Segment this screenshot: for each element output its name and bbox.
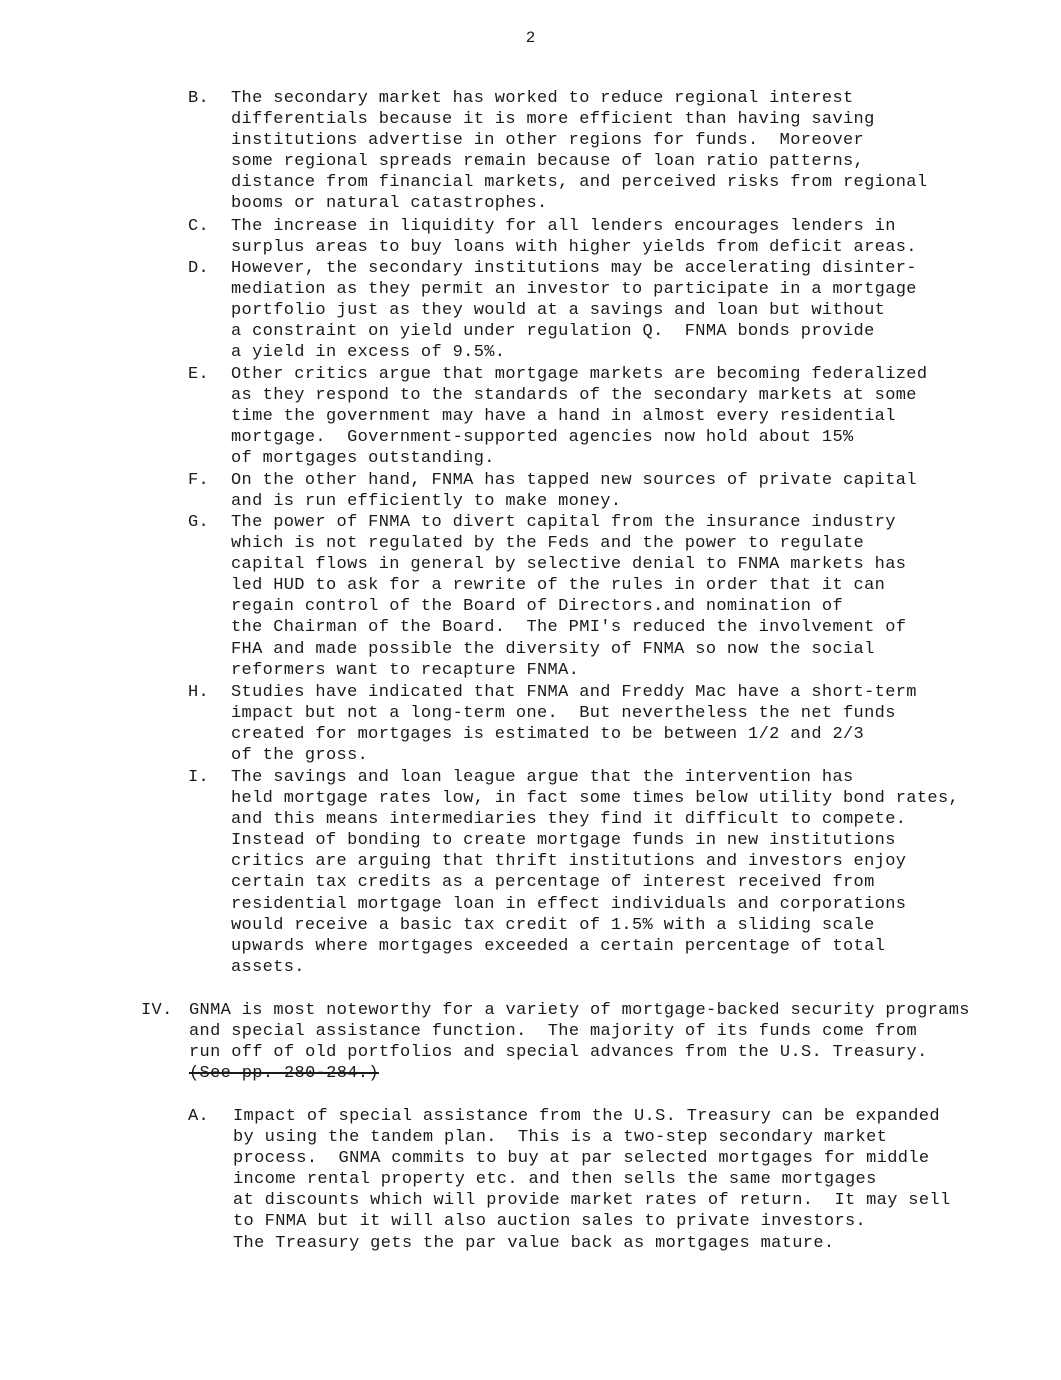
text-line: surplus areas to buy loans with higher yields from deficit areas. bbox=[231, 238, 917, 258]
struck-reference: (See pp. 280-284.) bbox=[189, 1064, 379, 1084]
outline-item-d bbox=[188, 258, 917, 363]
text-line: assets. bbox=[231, 957, 305, 977]
text-line: would receive a basic tax credit of 1.5% with a sliding scale bbox=[231, 915, 875, 935]
text-line: The Treasury gets the par value back as mortgages mature. bbox=[233, 1233, 835, 1253]
text-line: distance from financial markets, and perceived risks from regional bbox=[231, 173, 928, 193]
text-line: upwards where mortgages exceeded a certain percentage of total bbox=[231, 936, 886, 956]
text-line: portfolio just as they would at a savings and loan but without bbox=[231, 301, 886, 321]
item-text bbox=[188, 767, 959, 978]
text-line: GNMA is most noteworthy for a variety of mortgage-backed security programs bbox=[189, 1001, 970, 1020]
text-line: certain tax credits as a percentage of interest received from bbox=[231, 873, 875, 893]
text-line: The increase in liquidity for all lenders encourages lenders in bbox=[231, 217, 896, 236]
item-text bbox=[188, 1106, 951, 1254]
text-line: impact but not a long-term one. But nevertheless the net funds bbox=[231, 704, 896, 724]
text-line: the Chairman of the Board. The PMI's reduced the involvement of bbox=[231, 618, 907, 638]
text-line: led HUD to ask for a rewrite of the rules in order that it can bbox=[231, 576, 886, 596]
text-line: and this means intermediaries they find it difficult to compete. bbox=[231, 810, 907, 830]
item-text bbox=[188, 682, 917, 766]
item-label: G. bbox=[188, 513, 210, 532]
text-line: The power of FNMA to divert capital from the insurance industry bbox=[231, 513, 896, 532]
text-line: institutions advertise in other regions for funds. Moreover bbox=[231, 131, 865, 151]
text-line: The savings and loan league argue that the intervention has bbox=[231, 768, 854, 787]
item-text bbox=[188, 88, 927, 215]
text-line: regain control of the Board of Directors.and nomination of bbox=[231, 597, 843, 617]
section-label: IV. bbox=[141, 1001, 173, 1020]
outline-section-iv bbox=[141, 1000, 970, 1084]
outline-item-h bbox=[188, 682, 917, 766]
item-text bbox=[188, 364, 927, 469]
text-line: booms or natural catastrophes. bbox=[231, 194, 548, 214]
item-label: H. bbox=[188, 683, 210, 702]
item-text bbox=[188, 258, 917, 363]
text-line: process. GNMA commits to buy at par selected mortgages for middle bbox=[233, 1149, 930, 1169]
text-line: by using the tandem plan. This is a two-step secondary market bbox=[233, 1128, 888, 1148]
text-line: Studies have indicated that FNMA and Freddy Mac have a short-term bbox=[231, 683, 917, 702]
text-line: at discounts which will provide market rates of return. It may sell bbox=[233, 1191, 951, 1211]
text-line: of the gross. bbox=[231, 746, 369, 766]
text-line: created for mortgages is estimated to be between 1/2 and 2/3 bbox=[231, 725, 865, 745]
outline-item-i bbox=[188, 767, 959, 978]
item-label: C. bbox=[188, 217, 210, 236]
text-line: and is run efficiently to make money. bbox=[231, 492, 622, 512]
text-line: critics are arguing that thrift institutions and investors enjoy bbox=[231, 852, 907, 872]
text-line: and special assistance function. The majority of its funds come from bbox=[189, 1022, 918, 1042]
outline-item-f bbox=[188, 470, 917, 512]
text-line: to FNMA but it will also auction sales to private investors. bbox=[233, 1212, 867, 1232]
text-line: which is not regulated by the Feds and the power to regulate bbox=[231, 534, 865, 554]
outline-item-e bbox=[188, 364, 927, 469]
item-label: B. bbox=[188, 89, 210, 108]
text-line: However, the secondary institutions may be accelerating disinter- bbox=[231, 259, 917, 278]
text-line: mediation as they permit an investor to participate in a mortgage bbox=[231, 280, 917, 300]
text-line: some regional spreads remain because of loan ratio patterns, bbox=[231, 152, 865, 172]
item-label: I. bbox=[188, 768, 210, 787]
text-line: a constraint on yield under regulation Q. FNMA bonds provide bbox=[231, 322, 875, 342]
item-label: A. bbox=[188, 1107, 210, 1126]
outline-item-b bbox=[188, 88, 927, 215]
text-line: Instead of bonding to create mortgage funds in new institutions bbox=[231, 831, 896, 851]
item-text bbox=[188, 216, 917, 258]
text-line: reformers want to recapture FNMA. bbox=[231, 660, 580, 680]
text-line: The secondary market has worked to reduce regional interest bbox=[231, 89, 854, 108]
text-line: time the government may have a hand in almost every residential bbox=[231, 407, 896, 427]
text-line: Other critics argue that mortgage markets are becoming federalized bbox=[231, 365, 928, 384]
text-line: held mortgage rates low, in fact some times below utility bond rates, bbox=[231, 789, 960, 809]
text-line: Impact of special assistance from the U.S. Treasury can be expanded bbox=[233, 1107, 940, 1126]
text-line: income rental property etc. and then sells the same mortgages bbox=[233, 1170, 877, 1190]
item-label: F. bbox=[188, 471, 210, 490]
text-line: residential mortgage loan in effect individuals and corporations bbox=[231, 894, 907, 914]
item-label: E. bbox=[188, 365, 210, 384]
item-text bbox=[188, 512, 906, 681]
text-line: a yield in excess of 9.5%. bbox=[231, 343, 506, 363]
item-text bbox=[188, 470, 917, 512]
text-line: of mortgages outstanding. bbox=[231, 449, 495, 469]
outline-item-c bbox=[188, 216, 917, 258]
text-line: On the other hand, FNMA has tapped new sources of private capital bbox=[231, 471, 917, 490]
text-line: differentials because it is more efficient than having saving bbox=[231, 110, 875, 130]
text-line: as they respond to the standards of the secondary markets at some bbox=[231, 386, 917, 406]
text-line: run off of old portfolios and special advances from the U.S. Treasury. bbox=[189, 1043, 928, 1063]
outline-item-iv-a bbox=[188, 1106, 951, 1254]
outline-item-g bbox=[188, 512, 906, 681]
text-line: mortgage. Government-supported agencies now hold about 15% bbox=[231, 428, 854, 448]
text-line: capital flows in general by selective denial to FNMA markets has bbox=[231, 555, 907, 575]
page-number: 2 bbox=[525, 29, 536, 47]
text-line: FHA and made possible the diversity of FNMA so now the social bbox=[231, 639, 875, 659]
item-label: D. bbox=[188, 259, 210, 278]
section-text bbox=[141, 1000, 970, 1084]
